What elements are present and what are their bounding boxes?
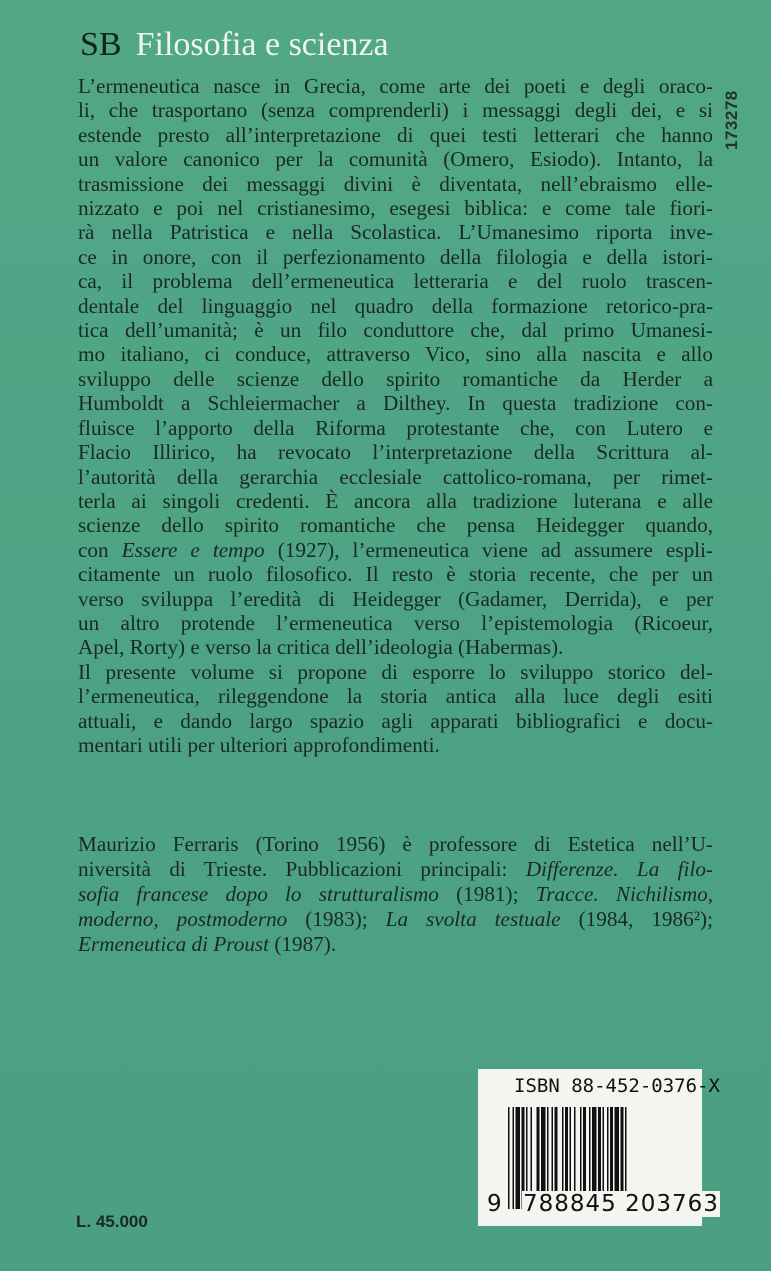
text-segment: l’ermeneutica, rileggendone la storia antica alla luce degli esiti bbox=[78, 684, 713, 709]
barcode-bar bbox=[508, 1107, 510, 1209]
italic-title: La svolta testuale bbox=[385, 907, 561, 931]
text-segment: dentale del linguaggio nel quadro della formazione retorico-pra- bbox=[78, 293, 713, 318]
text-line bbox=[78, 416, 713, 440]
text-segment: mo italiano, ci conduce, attraverso Vico, sino alla nascita e allo bbox=[78, 342, 713, 367]
italic-title: Essere e tempo bbox=[121, 537, 265, 562]
text-line bbox=[78, 391, 713, 415]
text-segment: trasmissione dei messaggi divini è diventata, nell’ebraismo elle- bbox=[78, 171, 713, 196]
text-segment: niversità di Trieste. Pubblicazioni principali: bbox=[78, 857, 526, 881]
text-line bbox=[78, 611, 713, 635]
text-line bbox=[78, 733, 713, 757]
text-segment: Flacio Illirico, ha revocato l’interpretazione della Scrittura al- bbox=[78, 440, 713, 465]
text-line bbox=[78, 220, 713, 244]
text-line bbox=[78, 660, 713, 684]
text-line bbox=[78, 269, 713, 293]
series-title: Filosofia e scienza bbox=[135, 26, 389, 63]
text-line bbox=[78, 123, 713, 147]
text-segment: mentari utili per ulteriori approfondimenti. bbox=[78, 732, 440, 757]
text-line bbox=[78, 932, 713, 957]
text-line bbox=[78, 562, 713, 586]
isbn-number: ISBN 88-452-0376-X bbox=[514, 1075, 720, 1097]
text-segment: ca, il problema dell’ermeneutica letteraria e del ruolo trascen- bbox=[78, 269, 713, 294]
italic-title: sofia francese dopo lo strutturalismo bbox=[78, 882, 439, 906]
text-segment: nizzato e poi nel cristianesimo, esegesi biblica: e come tale fiori- bbox=[78, 196, 713, 221]
text-line bbox=[78, 440, 713, 464]
text-line bbox=[78, 907, 713, 932]
text-segment: un altro protende l’ermeneutica verso l’epistemologia (Ricoeur, bbox=[78, 610, 713, 635]
text-segment: Il presente volume si propone di esporre lo sviluppo storico del- bbox=[78, 659, 713, 684]
text-line bbox=[78, 882, 713, 907]
text-segment: sviluppo delle scienze dello spirito romantiche da Herder a bbox=[78, 366, 713, 391]
text-segment: (1927), l’ermeneutica viene ad assumere espli- bbox=[264, 537, 714, 562]
text-line bbox=[78, 98, 713, 122]
text-line bbox=[78, 513, 713, 537]
ean-first-digit: 9 bbox=[487, 1191, 502, 1217]
text-line bbox=[78, 294, 713, 318]
text-line bbox=[78, 635, 713, 659]
text-segment: con bbox=[78, 537, 122, 562]
text-segment: ce in onore, con il perfezionamento della filologia e della istori- bbox=[78, 244, 713, 269]
text-segment: (1981); bbox=[438, 882, 536, 906]
text-segment: l’autorità della gerarchia ecclesiale cattolico-romana, per rimet- bbox=[78, 464, 713, 489]
text-line bbox=[78, 245, 713, 269]
catalog-number: 173278 bbox=[722, 90, 741, 150]
text-segment: fluisce l’apporto della Riforma protestante che, con Lutero e bbox=[78, 415, 713, 440]
text-segment: (1984, 1986²); bbox=[560, 907, 713, 931]
text-line bbox=[78, 318, 713, 342]
text-line bbox=[78, 74, 713, 98]
text-segment: tica dell’umanità; è un filo conduttore che, dal primo Umanesi- bbox=[78, 318, 713, 343]
text-line bbox=[78, 489, 713, 513]
text-segment: verso sviluppa l’eredità di Heidegger (Gadamer, Derrida), e per bbox=[78, 586, 713, 611]
text-segment: (1983); bbox=[287, 907, 386, 931]
text-line bbox=[78, 147, 713, 171]
text-line bbox=[78, 538, 713, 562]
text-line bbox=[78, 172, 713, 196]
text-segment: citamente un ruolo filosofico. Il resto è storia recente, che per un bbox=[78, 562, 713, 587]
italic-title: Differenze. La filo- bbox=[525, 857, 713, 881]
text-segment: rà nella Patristica e nella Scolastica. L’Umanesimo riporta inve- bbox=[78, 220, 713, 245]
text-line bbox=[78, 196, 713, 220]
text-line bbox=[78, 857, 713, 882]
text-line bbox=[78, 367, 713, 391]
text-line bbox=[78, 465, 713, 489]
text-segment: (1987). bbox=[269, 932, 337, 956]
text-segment: Maurizio Ferraris (Torino 1956) è professore di Estetica nell’U- bbox=[78, 832, 713, 856]
text-line bbox=[78, 832, 713, 857]
italic-title: Tracce. Nichilismo, bbox=[535, 882, 714, 906]
text-line bbox=[78, 587, 713, 611]
barcode-label bbox=[478, 1069, 720, 1226]
text-segment: L’ermeneutica nasce in Grecia, come arte dei poeti e degli oraco- bbox=[78, 74, 713, 98]
text-segment: scienze dello spirito romantiche che pensa Heidegger quando, bbox=[78, 513, 713, 538]
price: L. 45.000 bbox=[76, 1212, 148, 1231]
text-segment: Apel, Rorty) e verso la critica dell’ideologia (Habermas). bbox=[78, 635, 564, 660]
text-segment: terla ai singoli credenti. È ancora alla tradizione luterana e alle bbox=[78, 488, 713, 513]
text-segment: estende presto all’interpretazione di quei testi letterari che hanno bbox=[78, 122, 713, 147]
text-segment: Humboldt a Schleiermacher a Dilthey. In questa tradizione con- bbox=[78, 391, 713, 416]
text-line bbox=[78, 342, 713, 366]
blurb-text bbox=[78, 74, 713, 757]
text-segment: un valore canonico per la comunità (Omero, Esiodo). Intanto, la bbox=[78, 147, 713, 172]
text-segment: attuali, e dando largo spazio agli apparati bibliografici e docu- bbox=[78, 708, 713, 733]
text-segment: li, che trasportano (senza comprenderli) i messaggi degli dei, e si bbox=[78, 98, 713, 123]
author-bio bbox=[78, 832, 713, 957]
barcode-bar bbox=[513, 1107, 515, 1209]
italic-title: Ermeneutica di Proust bbox=[78, 932, 270, 956]
text-line bbox=[78, 709, 713, 733]
series-header bbox=[80, 26, 389, 64]
text-line bbox=[78, 684, 713, 708]
barcode-bar bbox=[516, 1107, 521, 1209]
series-code: SB bbox=[80, 26, 122, 63]
italic-title: moderno, postmoderno bbox=[78, 907, 288, 931]
ean-digits: 788845 203763 bbox=[523, 1191, 719, 1217]
